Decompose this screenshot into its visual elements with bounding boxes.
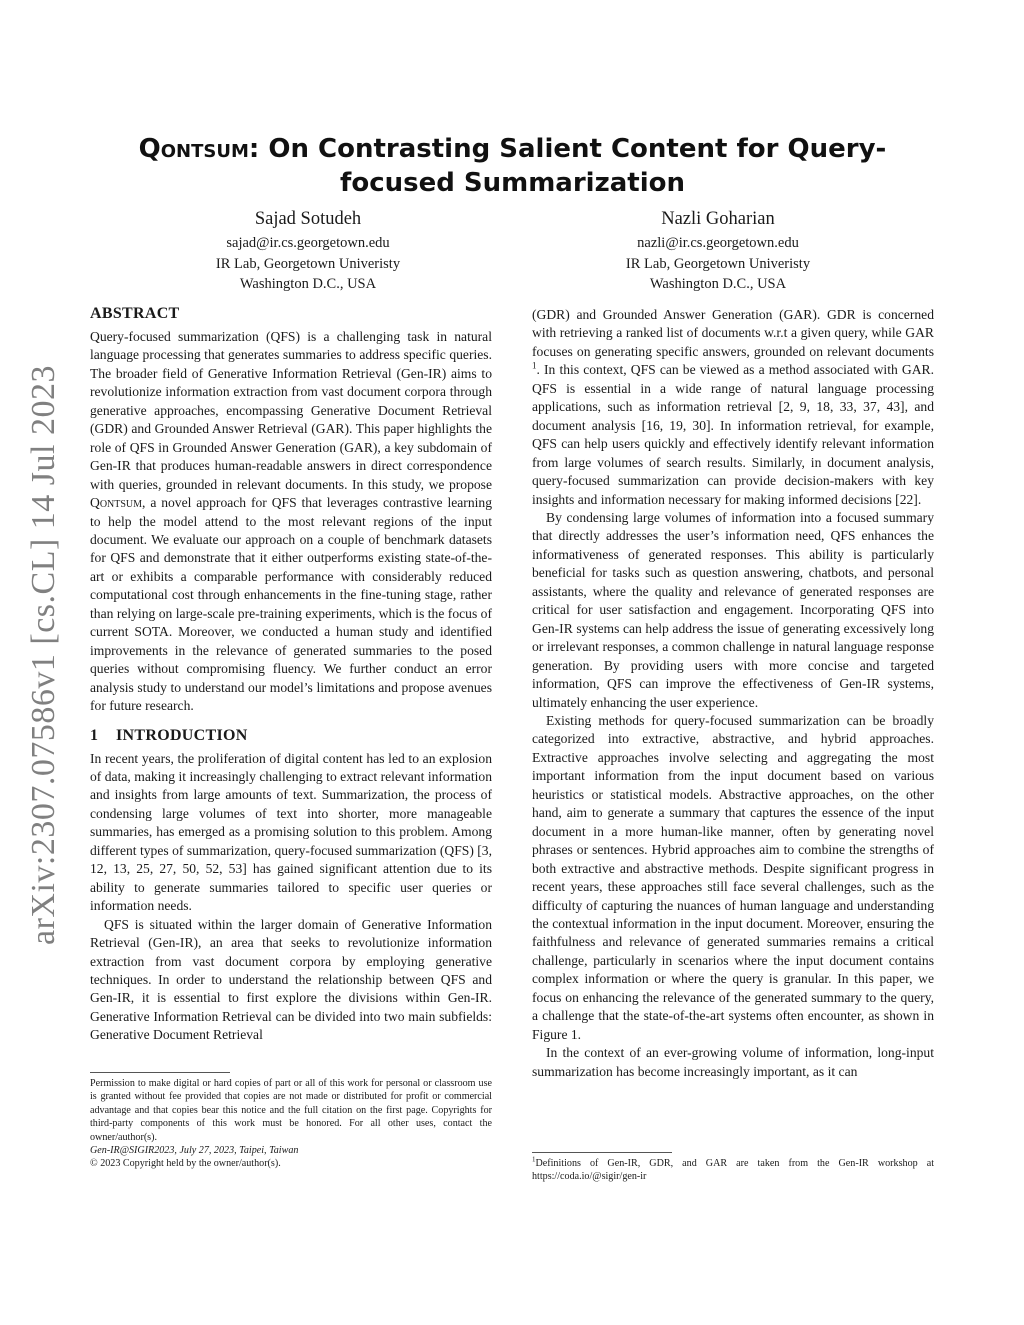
permission-copyright: © 2023 Copyright held by the owner/author(s). [90, 1158, 281, 1170]
intro-p2-continued-b: . In this context, QFS can be viewed as a method associated with GAR. QFS is essential in a wide range of natural language processing applications, such as information retrieval [2, 9, 18, 33, 37, 43], and document analysis [16, 19, 30]. In information retrieval, for example, QFS can help users quickly and effectively identify relevant information from large volumes of search results. Similarly, in document analysis, query-focused summarization can provide decision-makers with key insights and information necessary for making informed decisions [22]. [532, 362, 934, 507]
abstract-heading: ABSTRACT [90, 305, 180, 322]
intro-paragraph-3: By condensing large volumes of information into a focused summary that directly addresses the user’s information need, QFS enhances the informativeness of generated responses. This ability is particularly beneficial for tasks such as question answering, chatbots, and personal assistants, where the quality and relevance of generated responses are critical for user satisfaction and engagement. Incorporating QFS into Gen-IR systems can help address the issue of generating excessively long or irrelevant responses, a common challenge in natural language response generation. By providing users with more concise and targeted information, QFS can improve the effectiveness of Gen-IR systems, ultimately enhancing the user experience. [532, 509, 934, 710]
author-name: Sajad Sotudeh [254, 209, 362, 229]
intro-paragraph-5: In the context of an ever-growing volume of information, long-input summarization has become increasingly important, as it can [532, 1045, 934, 1079]
introduction-heading [90, 726, 492, 746]
author-affiliation: IR Lab, Georgetown Univeristy [625, 255, 811, 272]
abstract-paragraph [90, 328, 492, 716]
intro-paragraph-4: Existing methods for query-focused summarization can be broadly categorized into extractive, abstractive, and hybrid approaches. Extractive approaches involve selecting and aggregating the most important information from the input document based on various heuristics or statistical models. Abstractive approaches, on the other hand, aim to generate a summary that captures the essence of the input document in a more human-like manner, often by generating novel phrases or sentences. Hybrid approaches aim to combine the strengths of both extractive and abstractive methods. Despite significant progress in recent years, these approaches still face several challenges, such as the difficulty of capturing the nuances of human language and understanding the contextual information in the input document. Moreover, ensuring the faithfulness and relevance of generated summaries remains a critical challenge, particularly in scenarios where the input document contains complex information or where the query is granular. In this paper, we focus on enhancing the relevance of the generated summary to the query, a challenge that the state-of-the-art systems often encounter, as shown in Figure 1. [532, 712, 934, 1042]
section-number: 1 [90, 726, 99, 744]
intro-paragraph-2: QFS is situated within the larger domain of Generative Information Retrieval (Gen-IR), an area that seeks to revolutionize information extraction from vast document corpora by employing generative techniques. In order to understand the relationship between QFS and Gen-IR, it is essential to first explore the divisions within Gen-IR. Generative Information Retrieval can be divided into two main subfields: Generative Document Retrieval [90, 916, 492, 1043]
abstract-text-part-1: Query-focused summarization (QFS) is a challenging task in natural language processing that generates summaries to address specific queries. The broader field of Generative Information Retrieval (Gen-IR) aims to revolutionize information extraction from vast document corpora through generative approaches, encompassing Generative Document Retrieval (GDR) and Grounded Answer Retrieval (GAR). This paper highlights the role of QFS in Grounded Answer Generation (GAR), a key subdomain of Gen-IR that produces human-readable answers in direct correspondence with queries, grounded in relevant documents. In this study, we propose [90, 329, 492, 492]
permission-venue: Gen-IR@SIGIR2023, July 27, 2023, Taipei, Taiwan [90, 1145, 299, 1157]
author-block-1 [148, 207, 468, 295]
arxiv-identifier-text: arXiv:2307.07586v1 [cs.CL] 14 Jul 2023 [25, 365, 63, 945]
author-name: Nazli Goharian [661, 209, 775, 229]
abstract-text-part-2: , a novel approach for QFS that leverages contrastive learning to help the model attend to the most relevant regions of the input document. We evaluate our approach on a couple of benchmark datasets for QFS and demonstrate that it either outperforms existing state-of-the-art or exhibits a comparable performance with considerably reduced computational cost through enhancements in the fine-tuning stage, rather than relying on large-scale pre-training experiments, which is the focus of current SOTA. Moreover, we conducted a human study and identified improvements in the relevance of generated summaries to the posed queries without compromising fluency. We further conduct an error analysis study to understand our model’s limitations and propose avenues for future research. [90, 495, 492, 714]
permission-text: Permission to make digital or hard copies of part or all of this work for personal or classroom use is granted without fee provided that copies are not made or distributed for profit or commercial advantage and that copies bear this notice and the full citation on the first page. Copyrights for third-party components of this work must be honored. For all other uses, contact the owner/author(s). [90, 1078, 492, 1143]
paper-title [90, 132, 935, 200]
section-title: INTRODUCTION [116, 726, 248, 744]
abstract-model-name: Qontsum [90, 495, 143, 511]
arxiv-identifier-stamp [18, 360, 70, 950]
footnote-mark: 1 [532, 1155, 536, 1164]
footnote [532, 1157, 934, 1184]
right-column [532, 306, 934, 1081]
author-block-2 [558, 207, 878, 295]
permission-notice [90, 1077, 492, 1171]
author-location: Washington D.C., USA [239, 276, 377, 292]
paper-title-model-name: Qontsum [138, 134, 249, 164]
author-affiliation: IR Lab, Georgetown Univeristy [215, 255, 401, 272]
intro-paragraph-1: In recent years, the proliferation of digital content has led to an explosion of data, making it increasingly challenging to extract relevant information and insights from large amounts of text. Summarization, the process of condensing large volumes of text into shorter, more manageable summaries, has emerged as a promising solution to this problem. Among different types of summarization, query-focused summarization (QFS) [3, 12, 13, 25, 27, 50, 52, 53] has gained significant attention due to its ability to generate summaries tailored to specific user queries or information needs. [90, 750, 492, 914]
intro-p2-continued-a: (GDR) and Grounded Answer Generation (GAR). GDR is concerned with retrieving a ranked list of documents w.r.t a given query, while GAR focuses on generating specific answers, grounded on relevant documents [532, 307, 934, 359]
footnote-text: Definitions of Gen-IR, GDR, and GAR are taken from the Gen-IR workshop at https://coda.io/@sigir/gen-ir [532, 1158, 934, 1183]
author-location: Washington D.C., USA [649, 276, 787, 292]
author-email: sajad@ir.cs.georgetown.edu [226, 235, 390, 251]
permission-divider [90, 1072, 230, 1073]
left-column [90, 304, 492, 1045]
paper-title-rest: : On Contrasting Salient Content for Query-focused Summarization [248, 134, 887, 198]
author-email: nazli@ir.cs.georgetown.edu [637, 235, 799, 251]
footnote-reference: 1 [532, 360, 537, 371]
intro-paragraph-2-continued [532, 306, 934, 509]
footnote-divider [532, 1152, 672, 1153]
